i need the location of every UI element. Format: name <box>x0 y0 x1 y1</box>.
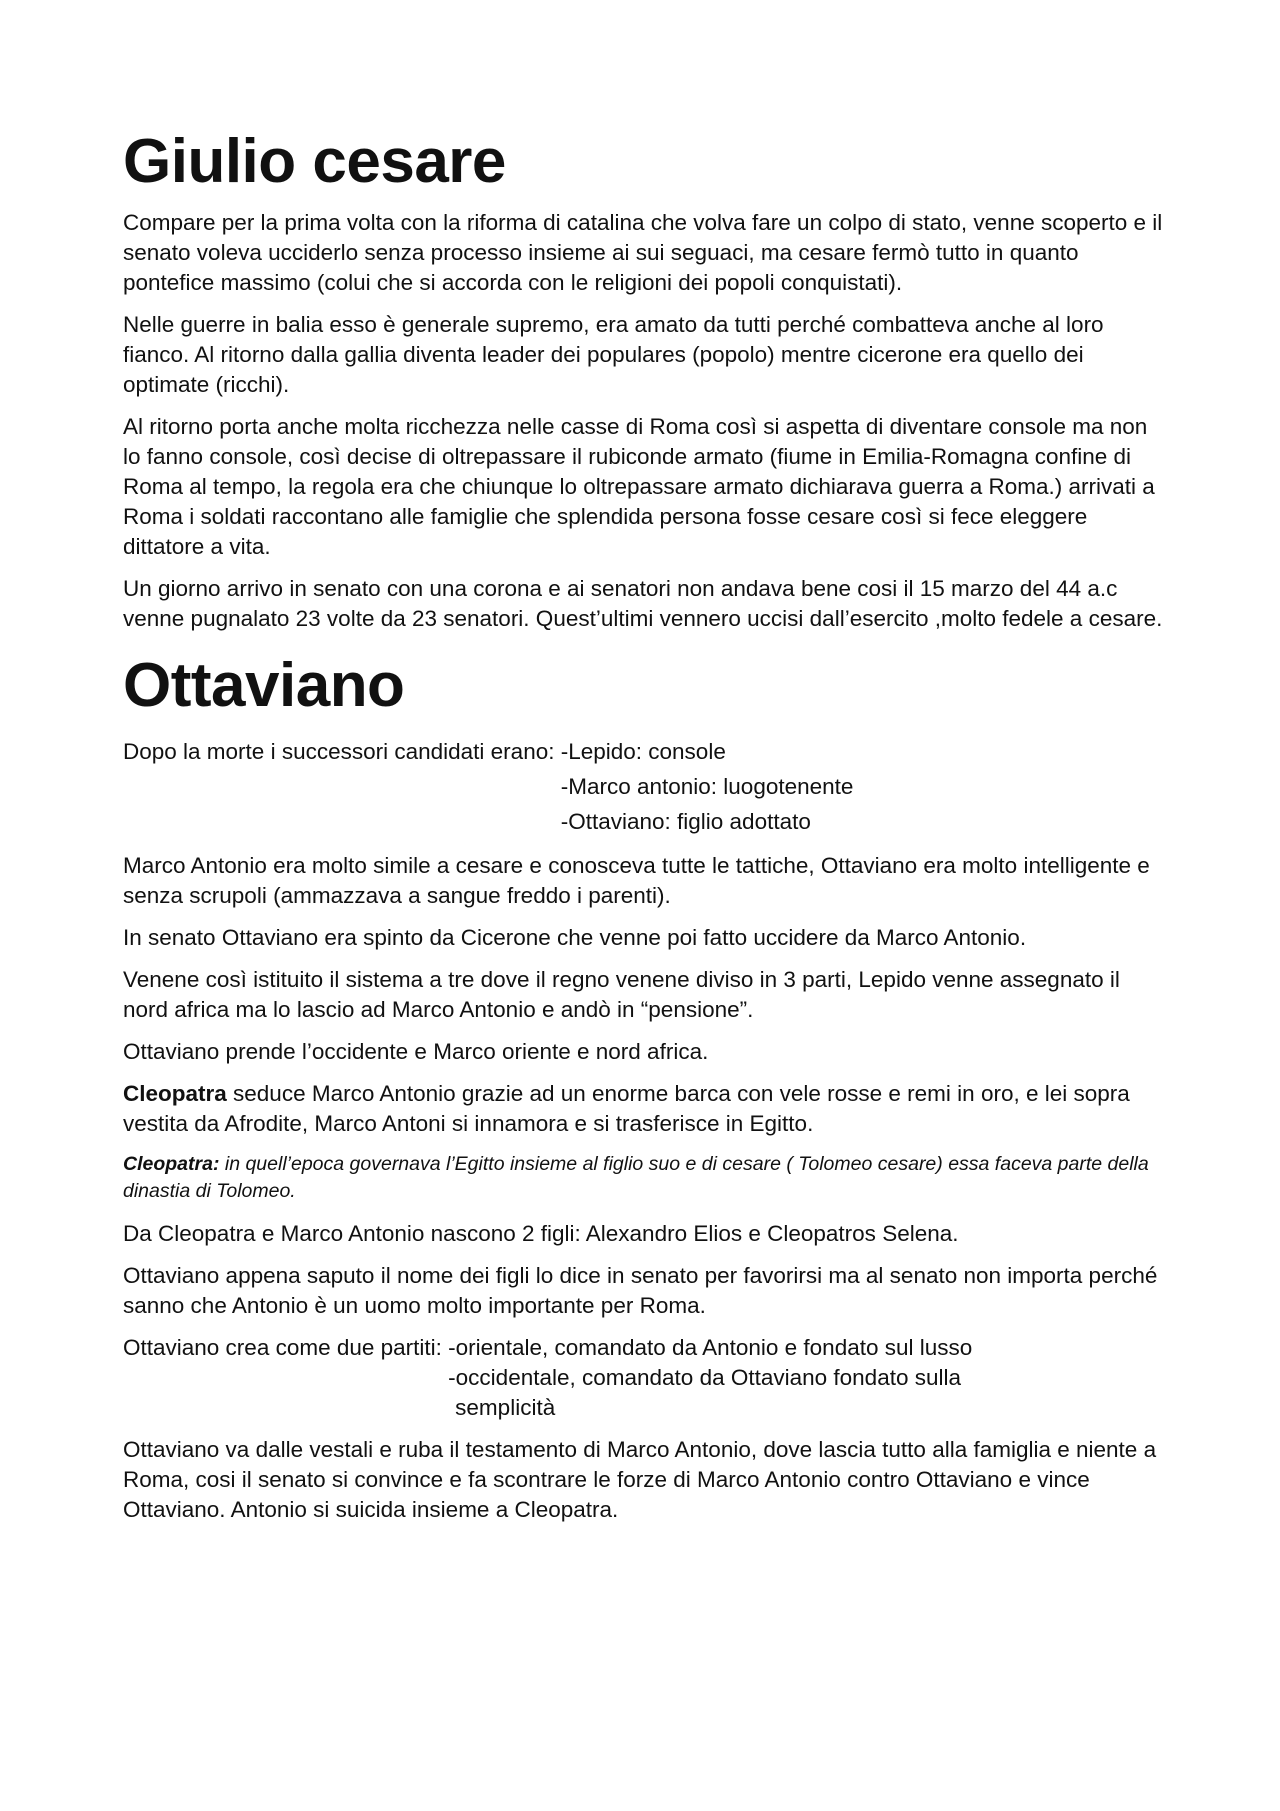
paragraph: Un giorno arrivo in senato con una corona e ai senatori non andava bene cosi il 15 marzo del 44 a.c venne pugnalato 23 volte da 23 senatori. Quest’ultimi vennero uccisi dall’esercito ,molto fedele a cesare. <box>123 576 1163 631</box>
candidates-lead: Dopo la morte i successori candidati erano: <box>123 739 561 764</box>
paragraph: In senato Ottaviano era spinto da Cicerone che venne poi fatto uccidere da Marco Antonio. <box>123 925 1027 950</box>
note-cleopatra <box>123 1151 1163 1205</box>
heading-ottaviano: Ottaviano <box>123 651 405 720</box>
paragraph: Da Cleopatra e Marco Antonio nascono 2 figli: Alexandro Elios e Cleopatros Selena. <box>123 1221 959 1246</box>
candidates-list <box>561 734 854 839</box>
candidates-list-block <box>123 734 1163 839</box>
document-page <box>123 122 1163 1537</box>
paragraph: Al ritorno porta anche molta ricchezza nelle casse di Roma così si aspetta di diventare console ma non lo fanno console, così decise di oltrepassare il rubiconde armato (fiume in Emilia-Romagna confine di Roma al tempo, la regola era che chiunque lo oltrepassare armato dichiarava guerra a Roma.) arrivati a Roma i soldati raccontano alle famiglie che splendida persona fosse cesare così si fece eleggere dittatore a vita. <box>123 414 1155 559</box>
list-item: -Ottaviano: figlio adottato <box>560 809 811 834</box>
note-term: Cleopatra: <box>123 1153 220 1175</box>
bold-term-cleopatra: Cleopatra <box>123 1081 227 1106</box>
list-item-continuation: semplicità <box>455 1395 556 1420</box>
parties-list-block <box>123 1333 1163 1423</box>
list-item: -Marco antonio: luogotenente <box>560 774 854 799</box>
paragraph: Ottaviano va dalle vestali e ruba il testamento di Marco Antonio, dove lascia tutto alla famiglia e niente a Roma, cosi il senato si convince e fa scontrare le forze di Marco Antonio contro Ottaviano e vince Ottaviano. Antonio si suicida insieme a Cleopatra. <box>123 1437 1157 1522</box>
paragraph: Ottaviano appena saputo il nome dei figli lo dice in senato per favorirsi ma al senato non importa perché sanno che Antonio è un uomo molto importante per Roma. <box>123 1263 1158 1318</box>
parties-lead: Ottaviano crea come due partiti: <box>123 1335 449 1360</box>
list-item: -Lepido: console <box>560 739 726 764</box>
paragraph: Ottaviano prende l’occidente e Marco oriente e nord africa. <box>123 1039 709 1064</box>
paragraph: Compare per la prima volta con la riforma di catalina che volva fare un colpo di stato, venne scoperto e il senato voleva ucciderlo senza processo insieme ai sui seguaci, ma cesare fermò tutto in quanto pontefice massimo (colui che si accorda con le religioni dei popoli conquistati). <box>123 210 1163 295</box>
paragraph-cleopatra <box>123 1079 1163 1139</box>
paragraph: Venene così istituito il sistema a tre dove il regno venene diviso in 3 parti, Lepido venne assegnato il nord africa ma lo lascio ad Marco Antonio e andò in “pensione”. <box>123 967 1120 1022</box>
list-item <box>448 1363 972 1423</box>
heading-giulio-cesare: Giulio cesare <box>123 127 506 196</box>
paragraph: Nelle guerre in balia esso è generale supremo, era amato da tutti perché combatteva anche al loro fianco. Al ritorno dalla gallia diventa leader dei populares (popolo) mentre cicerone era quello dei optimate (ricchi). <box>123 312 1104 397</box>
list-item: -orientale, comandato da Antonio e fondato sul lusso <box>448 1335 973 1360</box>
paragraph: Marco Antonio era molto simile a cesare e conosceva tutte le tattiche, Ottaviano era molto intelligente e senza scrupoli (ammazzava a sangue freddo i parenti). <box>123 853 1150 908</box>
list-item-text: -occidentale, comandato da Ottaviano fondato sulla <box>448 1365 962 1390</box>
note-text: in quell’epoca governava l’Egitto insieme al figlio suo e di cesare ( Tolomeo cesare) essa faceva parte della dinastia di Tolomeo. <box>123 1153 1149 1202</box>
paragraph-text: seduce Marco Antonio grazie ad un enorme barca con vele rosse e remi in oro, e lei sopra vestita da Afrodite, Marco Antoni si innamora e si trasferisce in Egitto. <box>123 1081 1130 1136</box>
parties-list <box>448 1333 972 1423</box>
